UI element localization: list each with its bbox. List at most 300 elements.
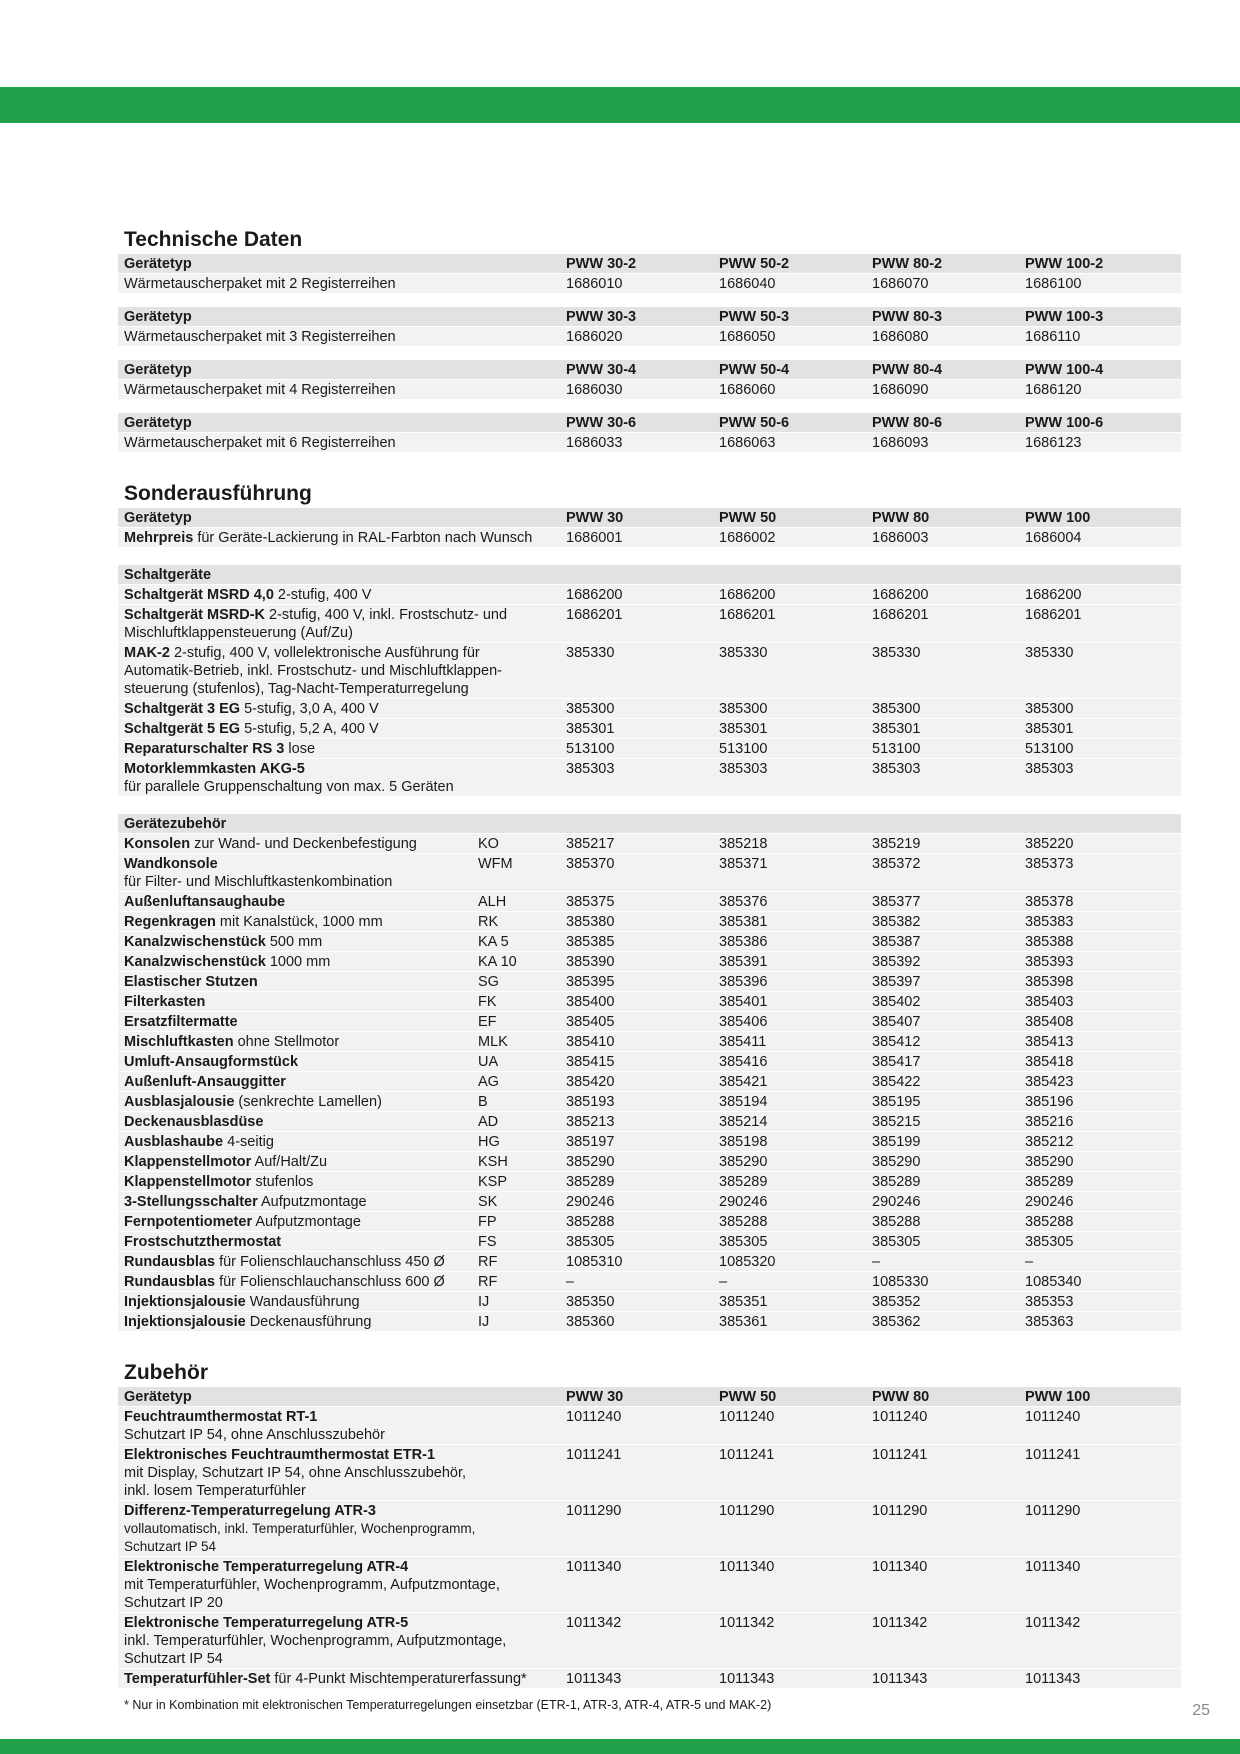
- description-cell: [118, 933, 478, 951]
- item-detail: ohne Stellmotor: [233, 1034, 340, 1050]
- header-label: Gerätetyp: [124, 1389, 192, 1405]
- value-cell: PWW 100-3: [1025, 309, 1104, 325]
- value-cell: 385290: [872, 1154, 921, 1170]
- value-cell: 385305: [1025, 1234, 1074, 1250]
- item-name: Ausblashaube: [124, 1134, 224, 1150]
- value-cell: 385214: [719, 1114, 768, 1130]
- value-cell: 385330: [719, 645, 768, 661]
- description-cell: [118, 913, 478, 931]
- section-title-sonderausfuehrung: Sonderausführung: [124, 482, 312, 505]
- item-name: Schaltgerät MSRD-K: [124, 607, 265, 623]
- item-name: Mischluftkasten: [124, 1034, 234, 1050]
- section-title-technische-daten: Technische Daten: [124, 228, 303, 251]
- value-cell: 385351: [719, 1294, 768, 1310]
- item-detail-line: steuerung (stufenlos), Tag-Nacht-Temperaturregelung: [124, 681, 469, 697]
- value-cell: PWW 50-3: [719, 309, 790, 325]
- abbreviation-cell: EF: [478, 1014, 497, 1030]
- item-name: 3-Stellungsschalter: [124, 1194, 258, 1210]
- value-cell: 1011342: [872, 1615, 928, 1631]
- table-technische-daten: [118, 254, 1181, 452]
- value-cell: 1686080: [872, 329, 929, 345]
- spacer: [118, 399, 1181, 413]
- value-cell: 385402: [872, 994, 921, 1010]
- value-cell: 385407: [872, 1014, 921, 1030]
- description-cell: [118, 1133, 478, 1151]
- abbreviation-cell: UA: [478, 1054, 499, 1070]
- value-cell: PWW 100-6: [1025, 415, 1104, 431]
- item-name: Rundausblas: [124, 1274, 216, 1290]
- value-cell: 385361: [719, 1314, 768, 1330]
- abbreviation-cell: KSP: [478, 1174, 508, 1190]
- item-detail: Aufputzmontage: [257, 1194, 367, 1210]
- table-row: [118, 1311, 1181, 1331]
- description-cell: [118, 740, 566, 758]
- value-cell: 513100: [719, 741, 768, 757]
- value-cell: 1686200: [719, 587, 776, 603]
- abbreviation-cell: B: [478, 1094, 488, 1110]
- value-cell: 385411: [719, 1034, 767, 1050]
- value-cell: 385303: [719, 761, 768, 777]
- value-cell: 1011340: [872, 1559, 928, 1575]
- item-name: Klappenstellmotor: [124, 1154, 252, 1170]
- value-cell: 385300: [1025, 701, 1074, 717]
- spacer: [118, 346, 1181, 360]
- value-cell: 385194: [719, 1094, 768, 1110]
- table-row: [118, 1271, 1181, 1291]
- table-row: [118, 1051, 1181, 1071]
- table-sonderausfuehrung: [118, 508, 1181, 1331]
- value-cell: 385289: [872, 1174, 921, 1190]
- item-detail-line: für Filter- und Mischluftkastenkombination: [124, 874, 393, 890]
- value-cell: 385289: [566, 1174, 615, 1190]
- value-cell: 385301: [872, 721, 921, 737]
- value-cell: 385212: [1025, 1134, 1074, 1150]
- abbreviation-cell: AG: [478, 1074, 499, 1090]
- value-cell: 385198: [719, 1134, 768, 1150]
- abbreviation-cell: FS: [478, 1234, 497, 1250]
- item-detail: 4-seitig: [223, 1134, 274, 1150]
- value-cell: 385363: [1025, 1314, 1074, 1330]
- description-cell: [118, 973, 478, 991]
- value-cell: –: [719, 1274, 728, 1290]
- table-row: [118, 273, 1181, 293]
- table-row: [118, 833, 1181, 853]
- value-cell: 385413: [1025, 1034, 1074, 1050]
- value-cell: 513100: [1025, 741, 1074, 757]
- value-cell: 1686030: [566, 382, 623, 398]
- description-cell: [118, 893, 478, 911]
- value-cell: 385371: [719, 856, 768, 872]
- page-number: 25: [1192, 1702, 1210, 1719]
- table-row: [118, 1191, 1181, 1211]
- value-cell: 290246: [719, 1194, 768, 1210]
- item-detail: für Folienschlauchanschluss 600 Ø: [215, 1274, 445, 1290]
- value-cell: 1011342: [719, 1615, 775, 1631]
- value-cell: 385288: [872, 1214, 921, 1230]
- item-name: Frostschutzthermostat: [124, 1234, 282, 1250]
- item-detail-line: Schutzart IP 54: [124, 1651, 223, 1667]
- value-cell: 1011240: [719, 1409, 775, 1425]
- description-cell: Wärmetauscherpaket mit 6 Registerreihen: [124, 435, 396, 451]
- value-cell: 385382: [872, 914, 921, 930]
- value-cell: 1085310: [566, 1254, 623, 1270]
- description-cell: [118, 1446, 566, 1500]
- item-detail: 500 mm: [265, 934, 323, 950]
- abbreviation-cell: FK: [478, 994, 497, 1010]
- header-label: Gerätetyp: [124, 510, 192, 526]
- abbreviation-cell: MLK: [478, 1034, 508, 1050]
- top-green-band: [0, 87, 1240, 123]
- value-cell: 385301: [566, 721, 615, 737]
- description-cell: [118, 1233, 478, 1251]
- value-cell: PWW 80-6: [872, 415, 943, 431]
- value-cell: 1686200: [872, 587, 929, 603]
- header-label: Gerätetyp: [124, 256, 192, 272]
- description-cell: [118, 1502, 566, 1556]
- value-cell: 385216: [1025, 1114, 1074, 1130]
- item-detail: stufenlos: [251, 1174, 314, 1190]
- value-cell: 1686033: [566, 435, 623, 451]
- table-row: [118, 1612, 1181, 1668]
- item-name: Rundausblas: [124, 1254, 216, 1270]
- value-cell: 385199: [872, 1134, 921, 1150]
- value-cell: 385370: [566, 856, 615, 872]
- item-detail: 1000 mm: [265, 954, 331, 970]
- item-name: Elektronische Temperaturregelung ATR-4: [124, 1559, 409, 1575]
- table-row: [118, 1171, 1181, 1191]
- item-name: Elektronisches Feuchtraumthermostat ETR-1: [124, 1447, 436, 1463]
- value-cell: 385410: [566, 1034, 615, 1050]
- value-cell: PWW 80-2: [872, 256, 943, 272]
- item-name: Konsolen: [124, 836, 191, 852]
- value-cell: 385301: [719, 721, 768, 737]
- value-cell: –: [1025, 1254, 1034, 1270]
- value-cell: 1011241: [1025, 1447, 1081, 1463]
- item-name: Kanalzwischenstück: [124, 954, 266, 970]
- abbreviation-cell: ALH: [478, 894, 507, 910]
- item-name: Injektionsjalousie: [124, 1294, 246, 1310]
- value-cell: PWW 80-4: [872, 362, 943, 378]
- value-cell: 1686004: [1025, 530, 1082, 546]
- item-name: Feuchtraumthermostat RT-1: [124, 1409, 318, 1425]
- content: [118, 226, 1181, 1712]
- description-cell: [118, 760, 566, 796]
- description-cell: Wärmetauscherpaket mit 4 Registerreihen: [124, 382, 396, 398]
- description-cell: [118, 1113, 478, 1131]
- value-cell: 1011241: [719, 1447, 775, 1463]
- value-cell: 385416: [719, 1054, 768, 1070]
- item-detail-line: Schutzart IP 54, ohne Anschlusszubehör: [124, 1427, 385, 1443]
- table-row: [118, 1091, 1181, 1111]
- table-row: [118, 698, 1181, 718]
- value-cell: 385417: [872, 1054, 921, 1070]
- description-cell: [118, 720, 566, 738]
- value-cell: 385196: [1025, 1094, 1074, 1110]
- value-cell: 385388: [1025, 934, 1074, 950]
- abbreviation-cell: RK: [478, 914, 499, 930]
- value-cell: 290246: [872, 1194, 921, 1210]
- item-detail: für Geräte-Lackierung in RAL-Farbton nach Wunsch: [193, 530, 533, 546]
- description-cell: [118, 1213, 478, 1231]
- item-name: MAK-2: [124, 645, 170, 661]
- table-row: [118, 1071, 1181, 1091]
- value-cell: PWW 80: [872, 1389, 930, 1405]
- item-name: Schaltgerät 5 EG: [124, 721, 241, 737]
- value-cell: 385360: [566, 1314, 615, 1330]
- value-cell: 385405: [566, 1014, 615, 1030]
- item-name: Schaltgerät MSRD 4,0: [124, 587, 274, 603]
- value-cell: 1686001: [566, 530, 623, 546]
- header-label: Gerätetyp: [124, 415, 192, 431]
- item-detail-line: mit Display, Schutzart IP 54, ohne Anschlusszubehör,: [124, 1465, 467, 1481]
- header-row: [118, 254, 1181, 273]
- value-cell: 385330: [872, 645, 921, 661]
- abbreviation-cell: AD: [478, 1114, 499, 1130]
- value-cell: 385418: [1025, 1054, 1074, 1070]
- value-cell: 385398: [1025, 974, 1074, 990]
- description-cell: [118, 1093, 478, 1111]
- value-cell: PWW 50: [719, 1389, 777, 1405]
- header-label: Gerätetyp: [124, 362, 192, 378]
- item-detail-line: Schutzart IP 20: [124, 1595, 223, 1611]
- value-cell: 1011343: [566, 1671, 622, 1687]
- abbreviation-cell: KSH: [478, 1154, 508, 1170]
- table-row: [118, 1668, 1181, 1688]
- value-cell: 385301: [1025, 721, 1074, 737]
- header-row: [118, 360, 1181, 379]
- value-cell: 385305: [566, 1234, 615, 1250]
- value-cell: 1686063: [719, 435, 776, 451]
- value-cell: 385372: [872, 856, 921, 872]
- item-detail: (senkrechte Lamellen): [234, 1094, 382, 1110]
- subheader-row: [118, 565, 1181, 584]
- value-cell: 1686110: [1025, 329, 1081, 345]
- value-cell: PWW 30-6: [566, 415, 637, 431]
- table-row: [118, 758, 1181, 796]
- value-cell: 385217: [566, 836, 615, 852]
- value-cell: 385423: [1025, 1074, 1074, 1090]
- item-name: Außenluft-Ansauggitter: [124, 1074, 286, 1090]
- value-cell: 385330: [1025, 645, 1074, 661]
- value-cell: 385373: [1025, 856, 1074, 872]
- spacer: [118, 796, 1181, 814]
- value-cell: 385219: [872, 836, 921, 852]
- header-row: [118, 1387, 1181, 1406]
- description-cell: [118, 529, 566, 547]
- value-cell: PWW 100-4: [1025, 362, 1104, 378]
- value-cell: 1011343: [719, 1671, 775, 1687]
- item-detail: Wandausführung: [245, 1294, 360, 1310]
- item-detail-line: inkl. Temperaturfühler, Wochenprogramm, Aufputzmontage,: [124, 1633, 507, 1649]
- value-cell: 1686201: [1025, 607, 1082, 623]
- description-cell: [118, 700, 566, 718]
- table-row: [118, 1111, 1181, 1131]
- value-cell: 385386: [719, 934, 768, 950]
- item-name: Temperaturfühler-Set: [124, 1671, 271, 1687]
- value-cell: 1686090: [872, 382, 929, 398]
- table-row: [118, 991, 1181, 1011]
- value-cell: –: [566, 1274, 575, 1290]
- item-name: Ausblasjalousie: [124, 1094, 235, 1110]
- value-cell: 385362: [872, 1314, 921, 1330]
- table-row: [118, 1231, 1181, 1251]
- value-cell: 385215: [872, 1114, 921, 1130]
- value-cell: 385353: [1025, 1294, 1074, 1310]
- value-cell: PWW 100: [1025, 510, 1091, 526]
- value-cell: 385289: [719, 1174, 768, 1190]
- table-row: [118, 379, 1181, 399]
- value-cell: 385300: [566, 701, 615, 717]
- item-detail-line: mit Temperaturfühler, Wochenprogramm, Aufputzmontage,: [124, 1577, 500, 1593]
- table-row: [118, 951, 1181, 971]
- table-row: [118, 891, 1181, 911]
- value-cell: PWW 30-4: [566, 362, 637, 378]
- value-cell: 1011240: [872, 1409, 928, 1425]
- value-cell: 1686120: [1025, 382, 1082, 398]
- table-row: [118, 718, 1181, 738]
- value-cell: 1011342: [1025, 1615, 1081, 1631]
- value-cell: 385375: [566, 894, 615, 910]
- value-cell: 1011240: [1025, 1409, 1081, 1425]
- value-cell: 1686201: [719, 607, 776, 623]
- value-cell: PWW 50: [719, 510, 777, 526]
- item-detail-line: Schutzart IP 54: [124, 1539, 217, 1554]
- value-cell: 385290: [1025, 1154, 1074, 1170]
- description-cell: [118, 1273, 478, 1291]
- description-cell: [118, 1073, 478, 1091]
- description-cell: [118, 1670, 566, 1688]
- abbreviation-cell: FP: [478, 1214, 497, 1230]
- table-row: [118, 971, 1181, 991]
- value-cell: 385406: [719, 1014, 768, 1030]
- abbreviation-cell: HG: [478, 1134, 500, 1150]
- value-cell: 385290: [566, 1154, 615, 1170]
- value-cell: 290246: [566, 1194, 615, 1210]
- value-cell: 1686200: [566, 587, 623, 603]
- value-cell: 1085330: [872, 1274, 929, 1290]
- table-row: [118, 853, 1181, 891]
- description-cell: [118, 993, 478, 1011]
- description-cell: [118, 835, 478, 853]
- value-cell: PWW 50-2: [719, 256, 790, 272]
- value-cell: 385305: [719, 1234, 768, 1250]
- subheader-label: Schaltgeräte: [124, 567, 212, 583]
- abbreviation-cell: KO: [478, 836, 499, 852]
- item-name: Umluft-Ansaugformstück: [124, 1054, 299, 1070]
- value-cell: 385220: [1025, 836, 1074, 852]
- spacer: [118, 293, 1181, 307]
- item-detail: 5-stufig, 3,0 A, 400 V: [240, 701, 379, 717]
- value-cell: 385213: [566, 1114, 615, 1130]
- item-name: Injektionsjalousie: [124, 1314, 246, 1330]
- item-name: Außenluftansaughaube: [124, 894, 286, 910]
- value-cell: 385385: [566, 934, 615, 950]
- table-row: [118, 1211, 1181, 1231]
- value-cell: 385330: [566, 645, 615, 661]
- value-cell: 385352: [872, 1294, 921, 1310]
- value-cell: 385393: [1025, 954, 1074, 970]
- table-row: [118, 1031, 1181, 1051]
- value-cell: 1011340: [1025, 1559, 1081, 1575]
- description-cell: [118, 586, 566, 604]
- value-cell: 385303: [872, 761, 921, 777]
- value-cell: 385290: [719, 1154, 768, 1170]
- value-cell: 1686020: [566, 329, 623, 345]
- value-cell: 1686010: [566, 276, 623, 292]
- abbreviation-cell: SG: [478, 974, 499, 990]
- table-row: [118, 1151, 1181, 1171]
- value-cell: 1011343: [1025, 1671, 1081, 1687]
- value-cell: 385288: [1025, 1214, 1074, 1230]
- value-cell: 385305: [872, 1234, 921, 1250]
- value-cell: PWW 50-6: [719, 415, 790, 431]
- abbreviation-cell: RF: [478, 1274, 498, 1290]
- value-cell: PWW 30: [566, 1389, 624, 1405]
- item-detail-line: inkl. losem Temperaturfühler: [124, 1483, 306, 1499]
- value-cell: 1686002: [719, 530, 776, 546]
- item-detail: 2-stufig, 400 V: [273, 587, 372, 603]
- value-cell: 1011241: [872, 1447, 928, 1463]
- item-detail: mit Kanalstück, 1000 mm: [215, 914, 383, 930]
- description-cell: [118, 1153, 478, 1171]
- value-cell: 385401: [719, 994, 768, 1010]
- item-name: Kanalzwischenstück: [124, 934, 266, 950]
- item-name: Wandkonsole: [124, 856, 218, 872]
- header-row: [118, 307, 1181, 326]
- value-cell: 385288: [566, 1214, 615, 1230]
- value-cell: 1011241: [566, 1447, 622, 1463]
- value-cell: 1011240: [566, 1409, 622, 1425]
- description-cell: [118, 1558, 566, 1612]
- description-cell: [118, 1173, 478, 1191]
- footnote: * Nur in Kombination mit elektronischen Temperaturregelungen einsetzbar (ETR-1, ATR-3, ATR-4, ATR-5 und MAK-2): [124, 1698, 772, 1712]
- item-detail-line: vollautomatisch, inkl. Temperaturfühler, Wochenprogramm,: [124, 1521, 476, 1536]
- value-cell: –: [872, 1254, 881, 1270]
- value-cell: 1085320: [719, 1254, 776, 1270]
- item-detail: Auf/Halt/Zu: [251, 1154, 328, 1170]
- table-row: [118, 1556, 1181, 1612]
- abbreviation-cell: IJ: [478, 1314, 490, 1330]
- item-name: Elektronische Temperaturregelung ATR-5: [124, 1615, 409, 1631]
- value-cell: 513100: [566, 741, 615, 757]
- description-cell: Wärmetauscherpaket mit 3 Registerreihen: [124, 329, 396, 345]
- value-cell: 1011340: [719, 1559, 775, 1575]
- table-row: [118, 326, 1181, 346]
- description-cell: [118, 1193, 478, 1211]
- table-row: [118, 911, 1181, 931]
- value-cell: 385392: [872, 954, 921, 970]
- table-row: [118, 738, 1181, 758]
- description-cell: [118, 953, 478, 971]
- description-cell: [118, 1313, 478, 1331]
- value-cell: 385415: [566, 1054, 615, 1070]
- abbreviation-cell: SK: [478, 1194, 498, 1210]
- table-row: [118, 1406, 1181, 1444]
- header-row: [118, 413, 1181, 432]
- value-cell: PWW 100: [1025, 1389, 1091, 1405]
- value-cell: 1011290: [1025, 1503, 1081, 1519]
- description-cell: [118, 855, 478, 891]
- abbreviation-cell: RF: [478, 1254, 498, 1270]
- header-row: [118, 508, 1181, 527]
- spacer: [118, 547, 1181, 565]
- table-row: [118, 527, 1181, 547]
- description-cell: Wärmetauscherpaket mit 2 Registerreihen: [124, 276, 396, 292]
- description-cell: [118, 1053, 478, 1071]
- value-cell: 385397: [872, 974, 921, 990]
- value-cell: 1686200: [1025, 587, 1082, 603]
- table-row: [118, 1444, 1181, 1500]
